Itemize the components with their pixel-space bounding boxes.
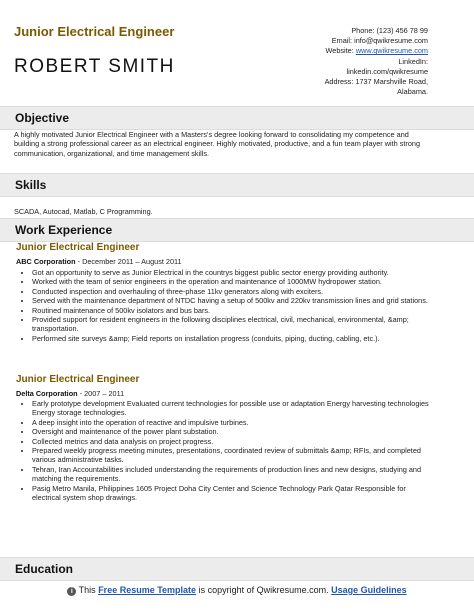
website-label: Website: <box>325 46 356 56</box>
job-title: Junior Electrical Engineer <box>14 24 175 39</box>
contact-website <box>278 46 428 56</box>
footer-prefix: This <box>76 585 99 595</box>
skills-text: SCADA, Autocad, Matlab, C Programming. <box>14 207 153 216</box>
list-item: • Routined maintenance of 500kv isolators and bus bars. <box>32 306 432 315</box>
list-item: • Performed site surveys &amp; Field reports on installation progress (conduits, piping, ducting, cabling, etc.). <box>32 334 432 343</box>
list-item: • Collected metrics and data analysis on project progress. <box>32 437 432 446</box>
job-2-company: Delta Corporation <box>16 389 78 398</box>
list-item: • Oversight and maintenance of the power plant substation. <box>32 427 432 436</box>
list-item: • Early prototype development Evaluated current technologies for possible use or adaptation Energy harvesting technologies Energy storage technologies. <box>32 399 432 418</box>
job-1-title: Junior Electrical Engineer <box>16 242 140 253</box>
contact-linkedin-label: LinkedIn: <box>398 56 428 66</box>
job-2-title: Junior Electrical Engineer <box>16 374 140 385</box>
education-heading: Education <box>15 562 74 576</box>
education-section-bar <box>0 557 474 581</box>
work-experience-heading: Work Experience <box>15 223 113 237</box>
job-1-dates: - December 2011 – August 2011 <box>75 257 182 266</box>
job-2-dates: - 2007 – 2011 <box>77 389 125 398</box>
website-link[interactable]: www.qwikresume.com <box>355 46 428 56</box>
list-item: • Conducted inspection and overhauling of three-phase 11kv generators along with exciters. <box>32 287 432 296</box>
skills-heading: Skills <box>15 178 47 192</box>
contact-address: Address: 1737 Marshville Road, <box>324 77 428 87</box>
copyright-footer <box>0 585 474 596</box>
list-item: • Worked with the team of senior engineers in the operation and maintenance of 1000MW hydropower station. <box>32 277 432 286</box>
skills-section-bar <box>0 173 474 197</box>
list-item: • Provided support for resident engineers in the following disciplines electrical, civil, mechanical, environmental, &amp; transportation. <box>32 315 432 334</box>
objective-section-bar <box>0 106 474 130</box>
list-item: • A deep insight into the operation of reactive and impulsive turbines. <box>32 418 432 427</box>
contact-email: Email: info@qwikresume.com <box>331 36 428 46</box>
contact-info <box>278 26 428 97</box>
job-2-bullets <box>16 399 432 502</box>
list-item: • Got an opportunity to serve as Junior Electrical in the countrys biggest public sector energy providing authority. <box>32 268 432 277</box>
job-1-company-line <box>16 257 182 266</box>
contact-address-line2: Alabama. <box>397 87 428 97</box>
work-experience-section-bar <box>0 218 474 242</box>
footer-middle: is copyright of Qwikresume.com. <box>196 585 332 595</box>
info-icon: i <box>67 587 76 596</box>
candidate-name: ROBERT SMITH <box>14 56 175 77</box>
free-resume-template-link[interactable]: Free Resume Template <box>98 585 197 595</box>
list-item: • Tehran, Iran Accountabilities included understanding the requirements of production lines and new designs, studying and matching the requirements. <box>32 465 432 484</box>
list-item: • Served with the maintenance department of NTDC having a setup of 500kv and 220kv transmission lines and grid stations. <box>32 296 432 305</box>
job-1-company: ABC Corporation <box>16 257 76 266</box>
objective-text: A highly motivated Junior Electrical Engineer with a Masters's degree looking forward to consolidating my competence and building a strong professional career as an electrical engineer. Highly motivated, productive, and a fun team player with strong communication, organizational, and time management skills. <box>14 130 421 158</box>
objective-heading: Objective <box>15 111 70 125</box>
job-1-bullets <box>16 268 432 343</box>
header <box>14 24 175 78</box>
contact-phone: Phone: (123) 456 78 99 <box>351 26 428 35</box>
contact-linkedin-url: linkedin.com/qwikresume <box>346 66 428 76</box>
usage-guidelines-link[interactable]: Usage Guidelines <box>331 585 407 595</box>
job-2-company-line <box>16 389 124 398</box>
list-item: • Prepared weekly progress meeting minutes, presentations, coordinated review of submittals &amp; RFIs, and completed various administrative tasks. <box>32 446 432 465</box>
list-item: • Pasig Metro Manila, Philippines 1605 Project Doha City Center and Science Technology Park Qatar Responsible for electrical system shop drawings. <box>32 484 432 503</box>
